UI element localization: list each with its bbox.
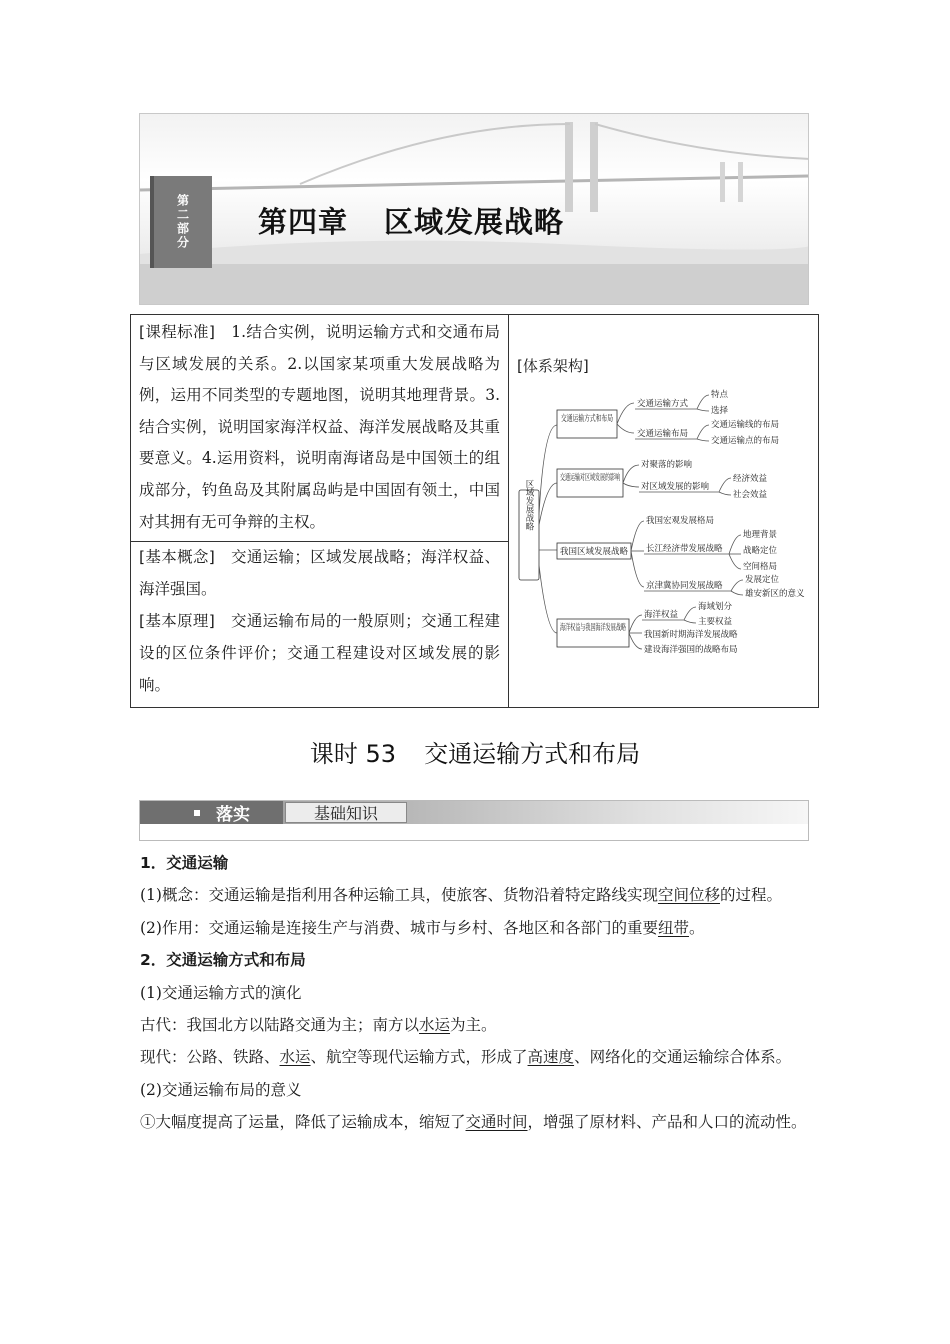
mindmap-b4-1: 海洋权益 xyxy=(644,610,679,620)
mindmap-b4-1-b: 主要权益 xyxy=(698,617,733,627)
concept-paragraph xyxy=(140,879,812,911)
heading-2: 2．交通运输方式和布局 xyxy=(140,951,306,970)
mindmap-b1-2-b: 交通运输点的布局 xyxy=(711,436,780,446)
mindmap-b3-2-a: 地理背景 xyxy=(743,530,778,540)
underlined-term: 水运 xyxy=(419,1016,451,1035)
modern-text-end: 、网络化的交通运输综合体系。 xyxy=(574,1048,792,1067)
mindmap-b1-1: 交通运输方式 xyxy=(637,399,689,409)
mindmap-b4-1-a: 海域划分 xyxy=(698,602,733,612)
chapter-banner xyxy=(139,113,809,305)
mindmap-b1-1-b: 选择 xyxy=(711,406,729,416)
mindmap-b3-2-c: 空间格局 xyxy=(743,562,778,572)
lesson-name: 交通运输方式和布局 xyxy=(424,740,641,768)
mindmap-root: 区域发展战略 xyxy=(524,479,534,531)
mindmap-b1: 交通运输方式和布局 xyxy=(561,414,638,424)
mindmap-b2-2-b: 社会效益 xyxy=(733,490,768,500)
mindmap-b3: 我国区域发展战略 xyxy=(560,547,629,557)
chapter-name: 区域发展战略 xyxy=(384,205,565,239)
mindmap-b4: 海洋权益与我国海洋发展战略 xyxy=(560,623,671,633)
system-framework-tag: [体系架构] xyxy=(517,357,589,375)
concept-text-end: 的过程。 xyxy=(719,886,782,905)
evolution-subheading: (1)交通运输方式的演化 xyxy=(140,983,302,1002)
course-standard-text xyxy=(131,315,508,538)
ancient-text: 古代：我国北方以陆路交通为主；南方以 xyxy=(140,1016,420,1035)
modern-paragraph xyxy=(140,1041,812,1073)
mindmap-b2-2-a: 经济效益 xyxy=(733,474,768,484)
mindmap-b4-2: 我国新时期海洋发展战略 xyxy=(644,630,738,640)
mindmap-b3-2-b: 战略定位 xyxy=(743,546,778,556)
course-standard-cell xyxy=(131,315,508,542)
course-standard-tag: [课程标准] xyxy=(139,323,215,341)
basic-principle-body: 交通运输布局的一般原则；交通工程建设的区位条件评价；交通工程建设对区域发展的影响。 xyxy=(139,612,500,694)
overview-left-column xyxy=(131,315,509,707)
section-bar xyxy=(139,800,809,841)
underlined-term: 纽带 xyxy=(657,918,689,937)
chapter-title xyxy=(258,200,564,241)
mindmap-b1-2-a: 交通运输线的布局 xyxy=(711,420,780,430)
concept-text: (1)概念：交通运输是指利用各种运输工具，使旅客、货物沿着特定路线实现 xyxy=(140,886,658,905)
basic-concept xyxy=(139,541,500,605)
mindmap-b1-1-a: 特点 xyxy=(711,390,729,400)
modern-text: 现代：公路、铁路、 xyxy=(140,1048,280,1067)
basic-principle xyxy=(139,605,500,701)
square-bullet-icon xyxy=(194,810,200,816)
overview-table xyxy=(130,314,819,708)
role-text: (2)作用：交通运输是连接生产与消费、城市与乡村、各地区和各部门的重要 xyxy=(140,918,658,937)
concept-principle-cell xyxy=(131,541,508,701)
mindmap-b3-3-b: 雄安新区的意义 xyxy=(745,589,805,599)
significance-text: ①大幅度提高了运量，降低了运输成本，缩短了 xyxy=(140,1113,466,1132)
modern-text-mid: 、航空等现代运输方式，形成了 xyxy=(310,1048,528,1067)
part-label: 第二部分 xyxy=(150,176,212,268)
mindmap-b2: 交通运输对区域发展的影响 xyxy=(560,473,663,483)
significance-text-end: ，增强了原材料、产品和人口的流动性。 xyxy=(527,1113,807,1132)
ancient-text-end: 为主。 xyxy=(450,1016,497,1035)
mindmap-b3-3: 京津冀协同发展战略 xyxy=(646,581,723,591)
lesson-content xyxy=(140,847,812,1139)
system-framework-cell xyxy=(509,315,819,707)
section-dark-label xyxy=(140,801,283,824)
basic-concept-tag: [基本概念] xyxy=(139,548,215,566)
role-paragraph xyxy=(140,912,812,944)
mindmap-b2-2: 对区域发展的影响 xyxy=(641,482,710,492)
heading-1: 1．交通运输 xyxy=(140,854,229,872)
mind-map xyxy=(509,315,819,707)
mindmap-b4-3: 建设海洋强国的战略布局 xyxy=(644,645,738,655)
basic-principle-tag: [基本原理] xyxy=(139,612,215,630)
role-text-end: 。 xyxy=(688,918,705,937)
underlined-term: 高速度 xyxy=(527,1048,575,1067)
mindmap-b3-3-a: 发展定位 xyxy=(745,575,780,585)
mindmap-b3-2: 长江经济带发展战略 xyxy=(646,544,723,554)
significance-paragraph xyxy=(140,1106,812,1138)
lesson-title xyxy=(0,734,950,769)
mindmap-b3-1: 我国宏观发展格局 xyxy=(646,516,715,526)
lesson-number: 课时 53 xyxy=(309,740,397,768)
section-light-label: 基础知识 xyxy=(285,802,407,823)
concept-principle-text xyxy=(131,541,508,701)
section-dark-text: 落实 xyxy=(216,805,250,825)
significance-subheading: (2)交通运输布局的意义 xyxy=(140,1080,302,1099)
underlined-term: 空间位移 xyxy=(657,886,720,905)
ancient-paragraph xyxy=(140,1009,812,1041)
chapter-number: 第四章 xyxy=(258,205,349,239)
basic-concept-body: 交通运输；区域发展战略；海洋权益、海洋强国。 xyxy=(139,548,500,598)
mindmap-b1-2: 交通运输布局 xyxy=(637,429,689,439)
course-standard-body: 1.结合实例，说明运输方式和交通布局与区域发展的关系。2.以国家某项重大发展战略为例，运用不同类型的专题地图，说明其地理背景。3.结合实例，说明国家海洋权益、海洋发展战略及其重要意义。4.运用资料，说明南海诸岛是中国领土的组成部分，钓鱼岛及其附属岛屿是中国固有领土，中国对其拥有无可争辩的主权。 xyxy=(139,323,500,531)
underlined-term: 交通时间 xyxy=(465,1113,528,1132)
mindmap-b2-1: 对聚落的影响 xyxy=(641,460,693,470)
underlined-term: 水运 xyxy=(279,1048,311,1067)
